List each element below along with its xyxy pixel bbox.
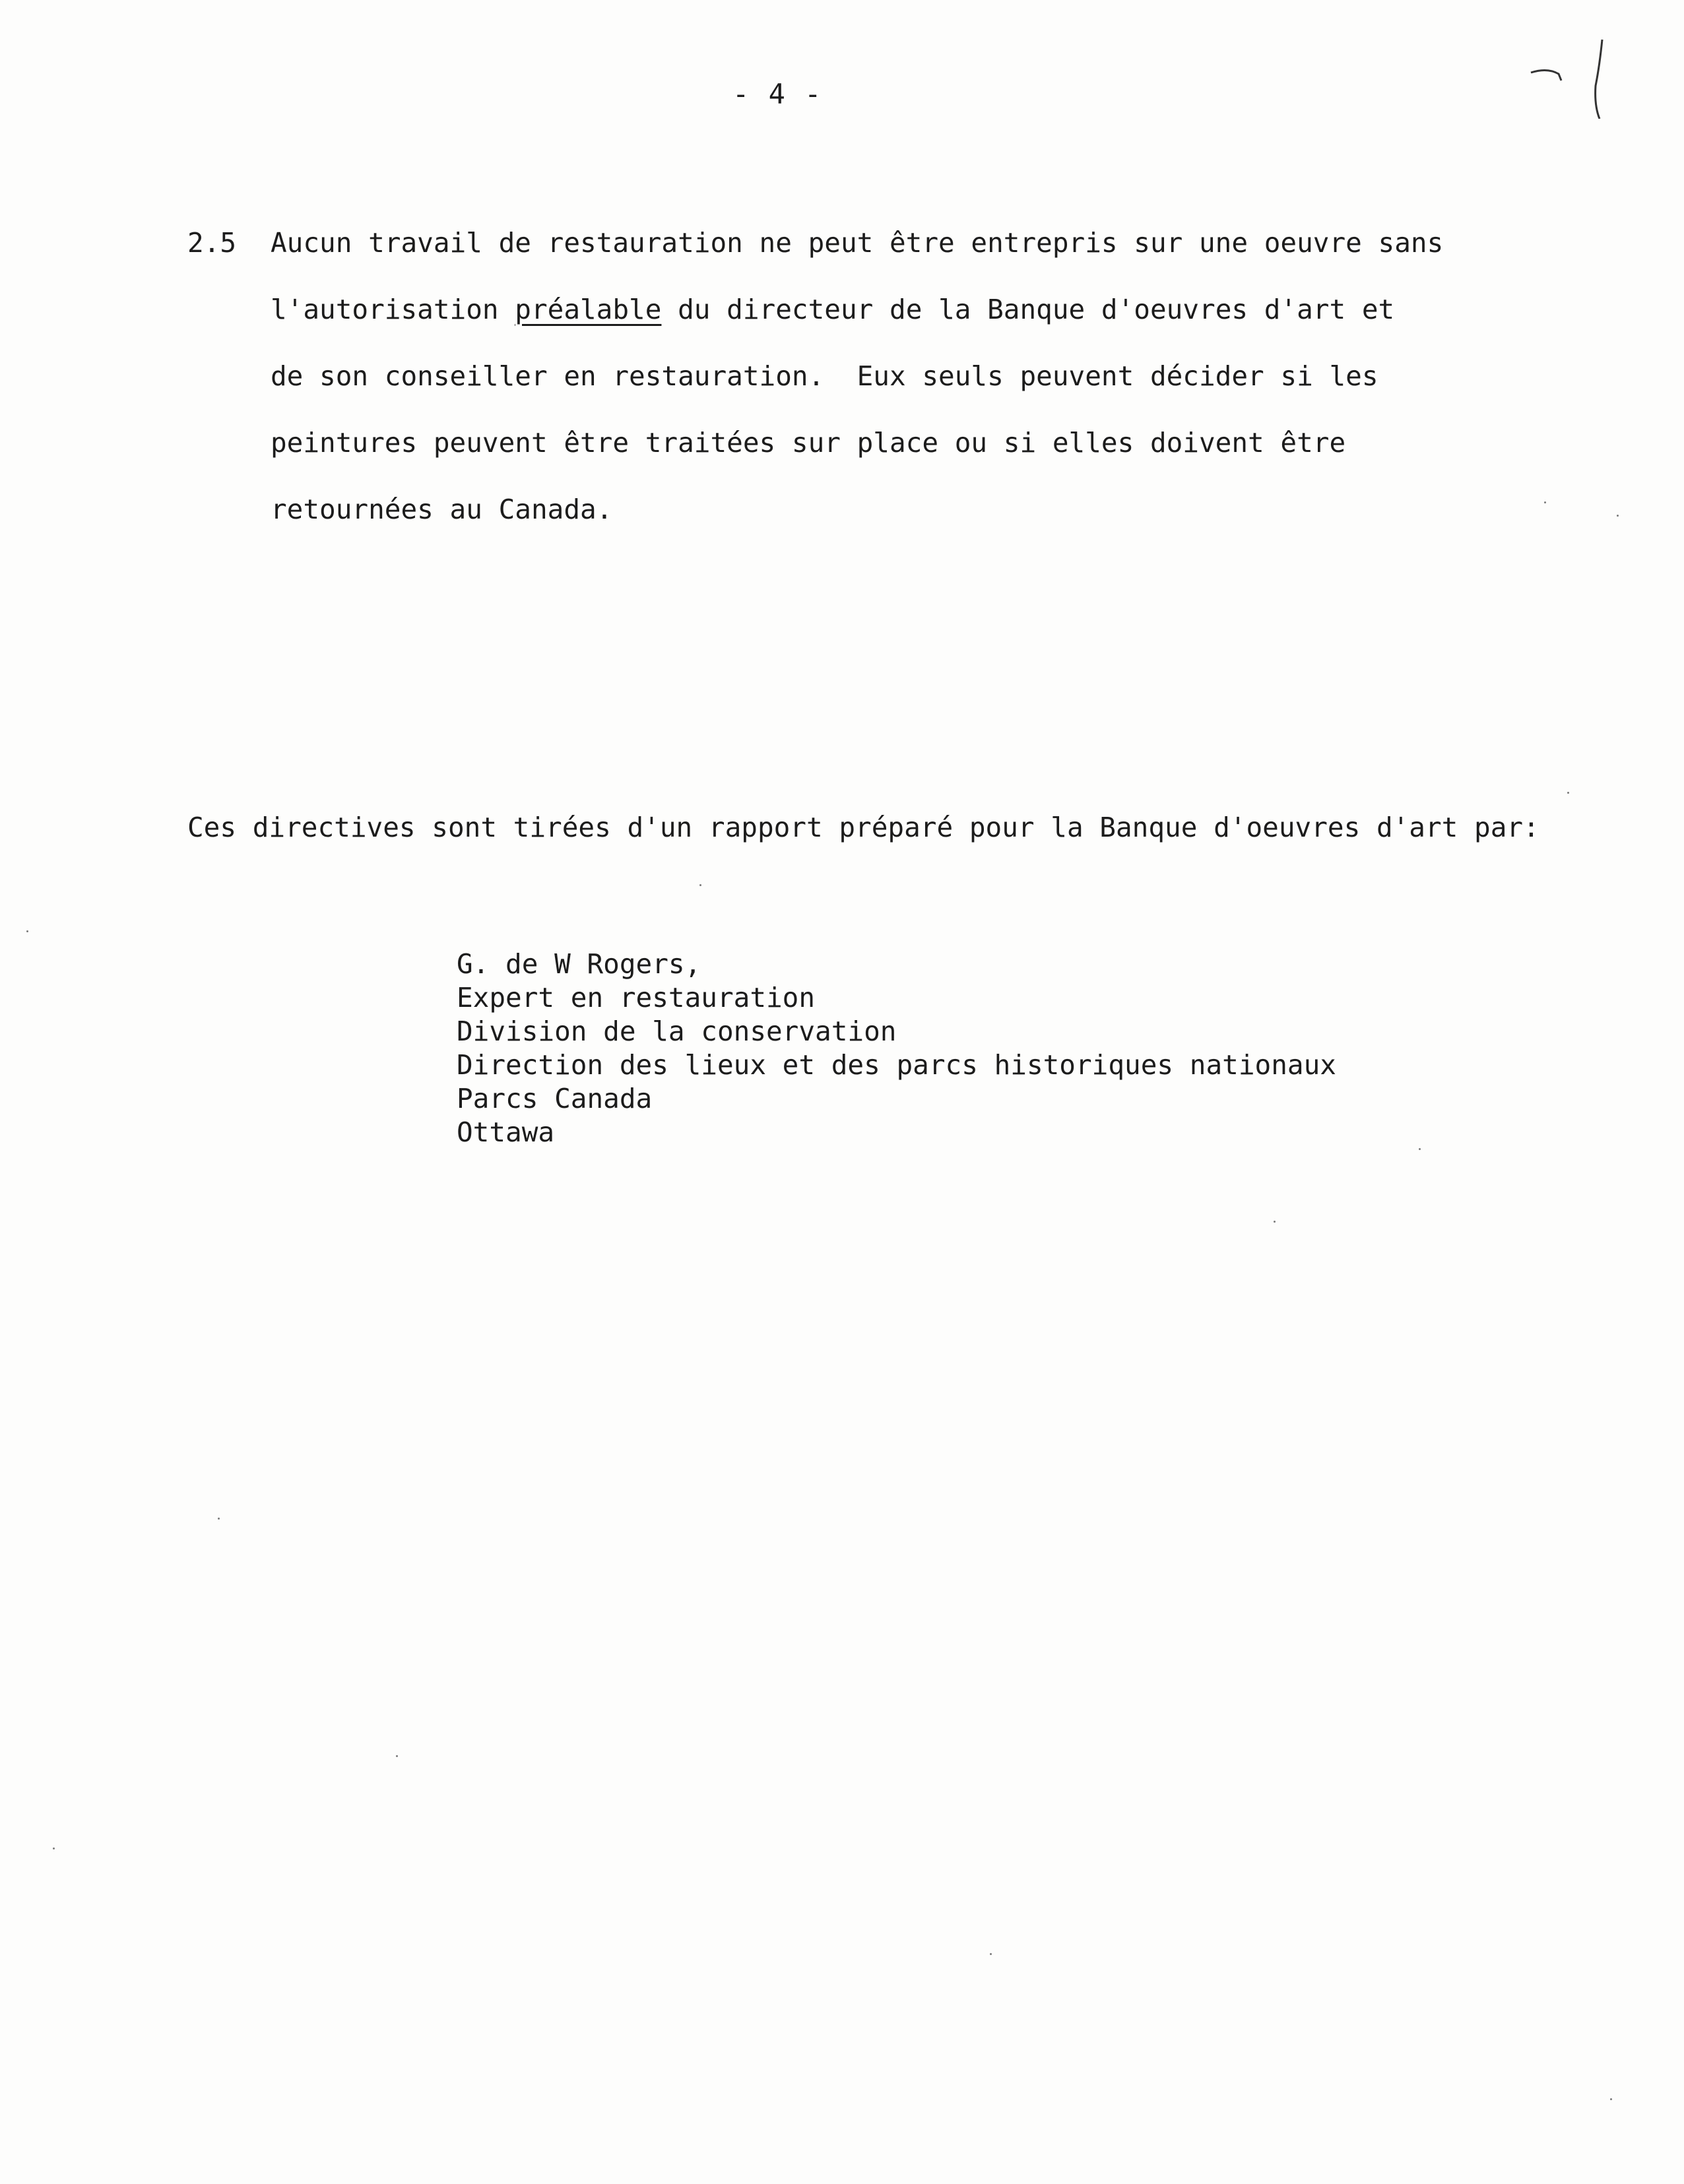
line-text: l'autorisation <box>271 294 515 325</box>
author-address <box>457 947 1336 1149</box>
paragraph-line-5 <box>271 476 612 543</box>
underlined-word: préalable <box>515 294 662 325</box>
line-text: retournées au Canada. <box>271 494 613 525</box>
line-text: du directeur de la Banque d'oeuvres d'art et <box>661 294 1395 325</box>
section-number: 2.5 <box>187 227 237 259</box>
address-line-agency: Parcs Canada <box>457 1083 653 1114</box>
address-line-name: G. de W Rogers, <box>457 948 701 980</box>
handwritten-mark <box>1518 26 1623 119</box>
paragraph-line-1 <box>271 210 1443 276</box>
line-text: peintures peuvent être traitées sur place ou si elles doivent être <box>271 427 1346 459</box>
line-text: de son conseiller en restauration. Eux seuls peuvent décider si les <box>271 360 1378 392</box>
page-number: - 4 - <box>732 78 823 110</box>
paragraph-line-4 <box>271 410 1345 476</box>
address-line-city: Ottawa <box>457 1116 555 1148</box>
paragraph-line-2 <box>271 276 1394 343</box>
address-line-division: Division de la conservation <box>457 1015 897 1047</box>
line-text: Aucun travail de restauration ne peut être entrepris sur une oeuvre sans <box>271 227 1444 259</box>
credit-intro: Ces directives sont tirées d'un rapport préparé pour la Banque d'oeuvres d'art par: <box>187 812 1539 843</box>
address-line-title: Expert en restauration <box>457 982 816 1013</box>
paragraph-line-3 <box>271 343 1378 410</box>
address-line-directorate: Direction des lieux et des parcs historiques nationaux <box>457 1049 1336 1081</box>
